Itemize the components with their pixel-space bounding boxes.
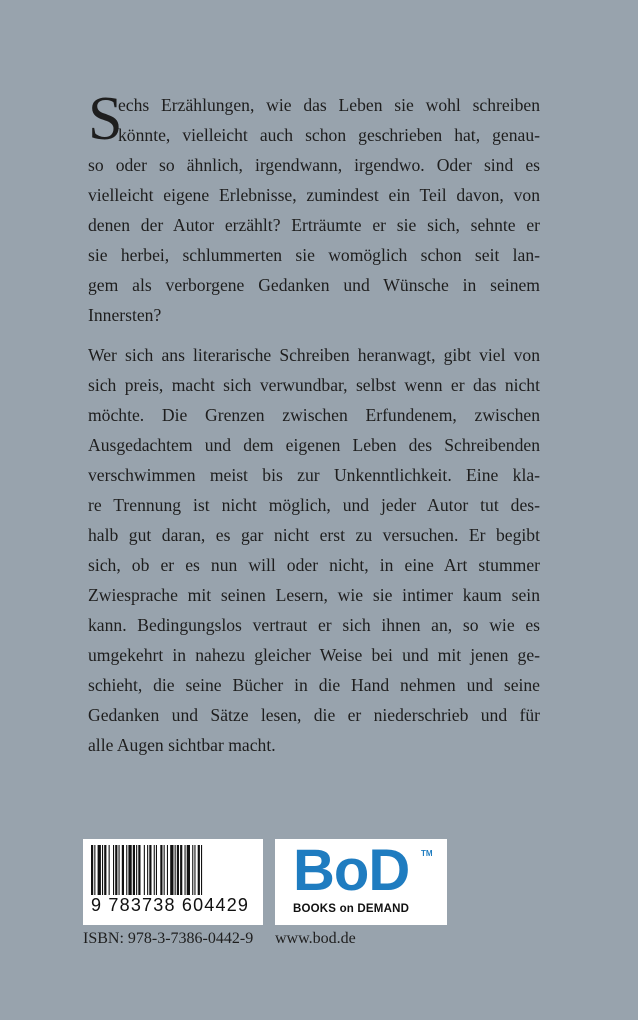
description-paragraph-2: [88, 340, 540, 760]
text-line: so oder so ähnlich, irgendwann, irgendwo. Oder sind es: [88, 155, 540, 175]
drop-cap-letter: S: [88, 85, 123, 153]
text-line: Ausgedachtem und dem eigenen Leben des Schreibenden: [88, 435, 540, 455]
text-line: denen der Autor erzählt? Erträumte er sie sich, sehnte er: [88, 215, 540, 235]
isbn-text: ISBN: 978-3-7386-0442-9: [83, 930, 254, 947]
text-line: kann. Bedingungslos vertraut er sich ihnen an, so wie es: [88, 615, 540, 635]
barcode-number: 9 783738 604429: [91, 895, 250, 915]
barcode-bars-icon: [89, 845, 257, 895]
text-line: echs Erzählungen, wie das Leben sie wohl schreiben: [118, 95, 540, 115]
bod-logo-text: BoD: [293, 838, 410, 903]
barcode: [83, 839, 263, 925]
text-line: Wer sich ans literarische Schreiben heranwagt, gibt viel von: [88, 345, 540, 365]
trademark-symbol: TM: [421, 849, 433, 858]
text-line: Zwiesprache mit seinen Lesern, wie sie intimer kaum sein: [88, 585, 540, 605]
publisher-tagline: BOOKS on DEMAND: [293, 903, 410, 915]
text-line: Gedanken und Sätze lesen, die er niederschrieb und für: [88, 705, 540, 725]
description-paragraph-1: [88, 85, 540, 330]
text-line: alle Augen sichtbar macht.: [88, 735, 276, 755]
text-line: gem als verborgene Gedanken und Wünsche in seinem: [88, 275, 540, 295]
text-line: halb gut daran, es gar nicht erst zu versuchen. Er begibt: [88, 525, 540, 545]
text-line: könnte, vielleicht auch schon geschrieben hat, genau-: [118, 125, 540, 145]
text-line: Innersten?: [88, 305, 162, 325]
text-line: vielleicht eigene Erlebnisse, zumindest ein Teil davon, von: [88, 185, 540, 205]
text-line: verschwimmen meist bis zur Unkenntlichkeit. Eine kla-: [88, 465, 540, 485]
text-line: re Trennung ist nicht möglich, und jeder Autor tut des-: [88, 495, 540, 515]
text-line: sich preis, macht sich verwundbar, selbst wenn er das nicht: [88, 375, 540, 395]
publisher-logo: [275, 839, 447, 925]
website-url: www.bod.de: [275, 930, 356, 947]
text-line: möchte. Die Grenzen zwischen Erfundenem, zwischen: [88, 405, 540, 425]
text-line: umgekehrt in nahezu gleicher Weise bei und mit jenen ge-: [88, 645, 540, 665]
text-line: schieht, die seine Bücher in die Hand nehmen und seine: [88, 675, 540, 695]
text-line: sie herbei, schlummerten sie womöglich schon seit lan-: [88, 245, 540, 265]
text-line: sich, ob er es nun will oder nicht, in eine Art stummer: [88, 555, 540, 575]
